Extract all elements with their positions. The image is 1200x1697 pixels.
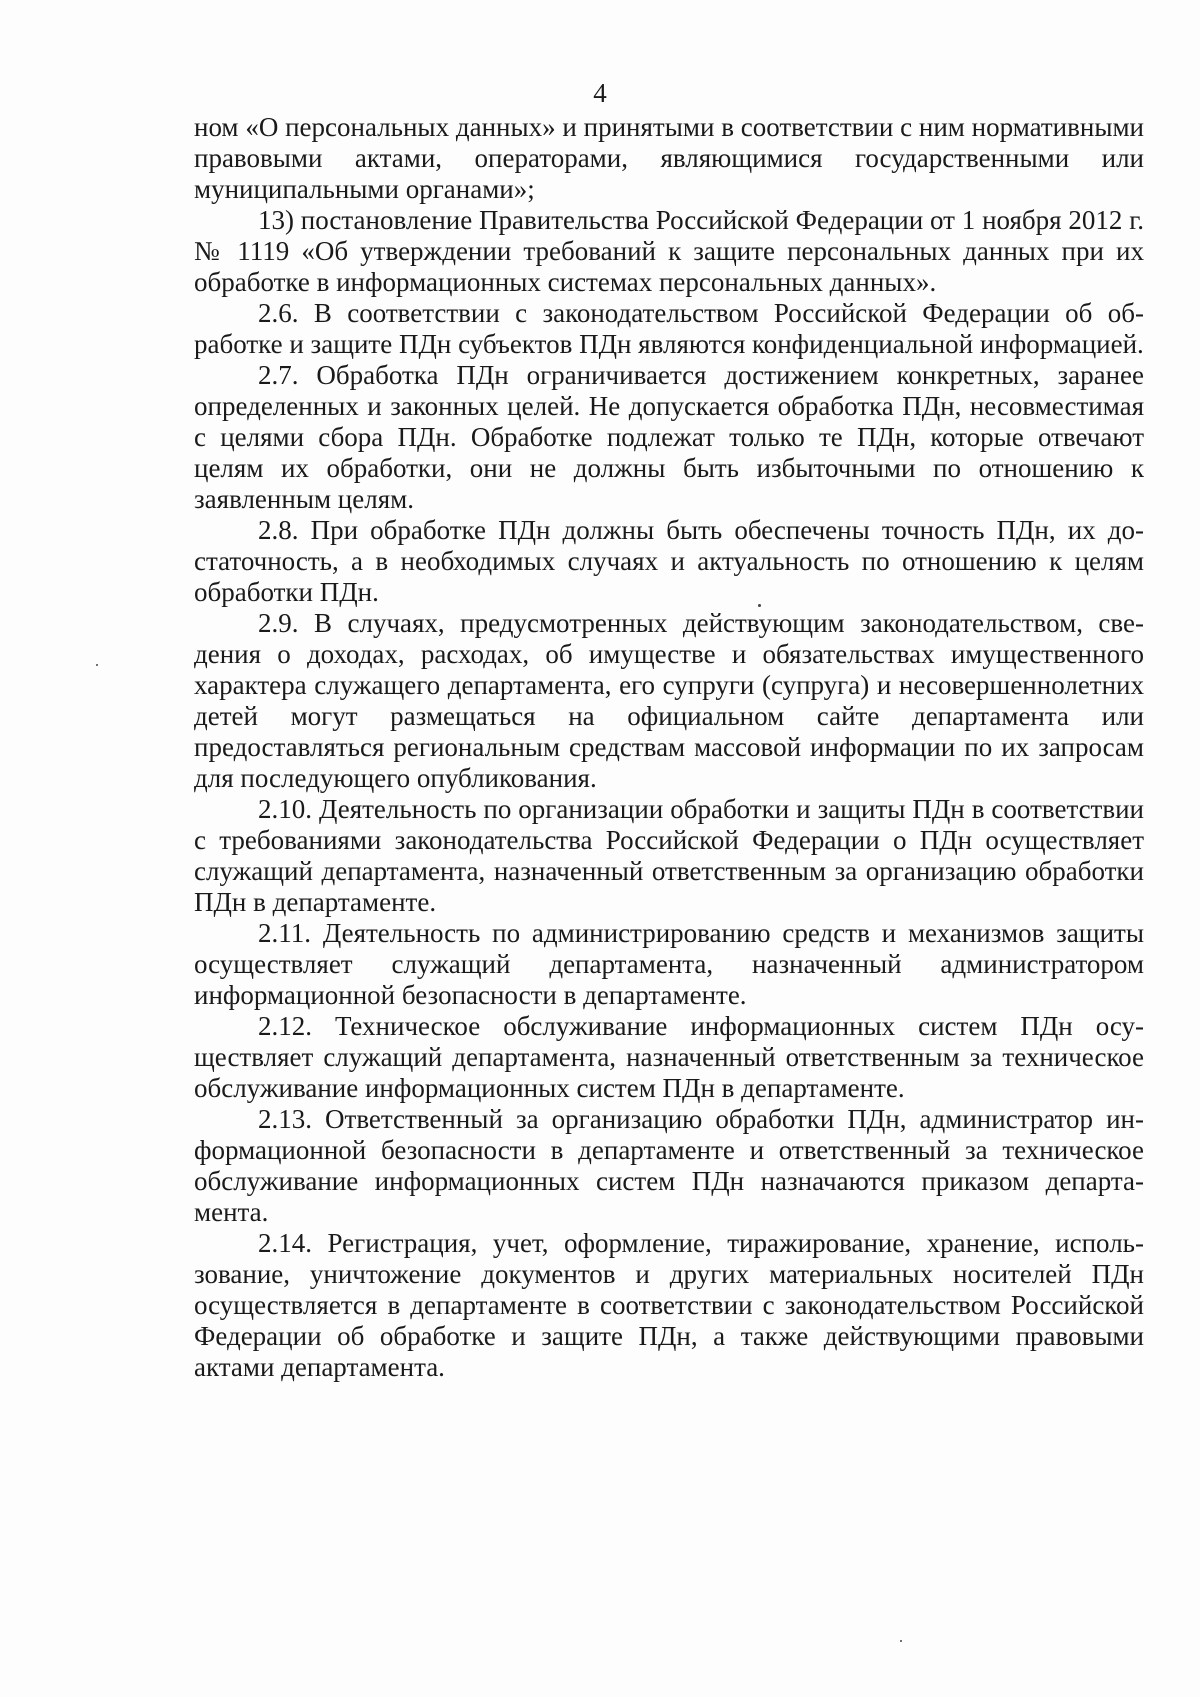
paragraph-2-9: 2.9. В случаях, предусмотренных действующим законодательством, сведения о доходах, расходах, об имуществе и обязательствах имущественного характера служащего департамента, его супруги (супруга) и несовершеннолетних детей могут размещаться на официальном сайте департамента или предоставляться региональным средствам массовой информации по их запросам для последующего опубликования. [194,608,1144,793]
paragraph-2-6: 2.6. В соответствии с законодательством Российской Федерации об обработке и защите ПДн субъектов ПДн являются конфиденциальной информацией. [194,298,1144,359]
paragraph-2-8: 2.8. При обработке ПДн должны быть обеспечены точность ПДн, их достаточность, а в необходимых случаях и актуальность по отношению к целям обработки ПДн. [194,515,1144,607]
paragraph-continuation: ном «О персональных данных» и принятыми в соответствии с ним нормативными правовыми актами, операторами, являющимися государственными или муниципальными органами»; [194,112,1144,204]
scan-speck [758,604,761,607]
paragraph-2-12: 2.12. Техническое обслуживание информационных систем ПДн осуществляет служащий департамента, назначенный ответственным за техническое обслуживание информационных систем ПДн в департаменте. [194,1011,1144,1103]
paragraph-2-13: 2.13. Ответственный за организацию обработки ПДн, администратор информационной безопасности в департаменте и ответственный за техническое обслуживание информационных систем ПДн назначаются приказом департамента. [194,1104,1144,1227]
scan-speck [96,664,98,666]
paragraph-2-10: 2.10. Деятельность по организации обработки и защиты ПДн в соответствии с требованиями законодательства Российской Федерации о ПДн осуществляет служащий департамента, назначенный ответственным за организацию обработки ПДн в департаменте. [194,794,1144,917]
scan-speck [900,1640,902,1642]
paragraph-2-14: 2.14. Регистрация, учет, оформление, тиражирование, хранение, использование, уничтожение документов и других материальных носителей ПДн осуществляется в департаменте в соответствии с законодательством Российской Федерации об обработке и защите ПДн, а также действующими правовыми актами департамента. [194,1228,1144,1382]
page-number: 4 [593,78,607,108]
paragraph-2-11: 2.11. Деятельность по администрированию средств и механизмов защиты осуществляет служащий департамента, назначенный администратором информационной безопасности в департаменте. [194,918,1144,1010]
document-body [194,112,1144,1383]
paragraph-2-7: 2.7. Обработка ПДн ограничивается достижением конкретных, заранее определенных и законных целей. Не допускается обработка ПДн, несовместимая с целями сбора ПДн. Обработке подлежат только те ПДн, которые отвечают целям их обработки, они не должны быть избыточными по отношению к заявленным целям. [194,360,1144,514]
paragraph-item-13: 13) постановление Правительства Российской Федерации от 1 ноября 2012 г. № 1119 «Об утверждении требований к защите персональных данных при их обработке в информационных системах персональных данных». [194,205,1144,297]
